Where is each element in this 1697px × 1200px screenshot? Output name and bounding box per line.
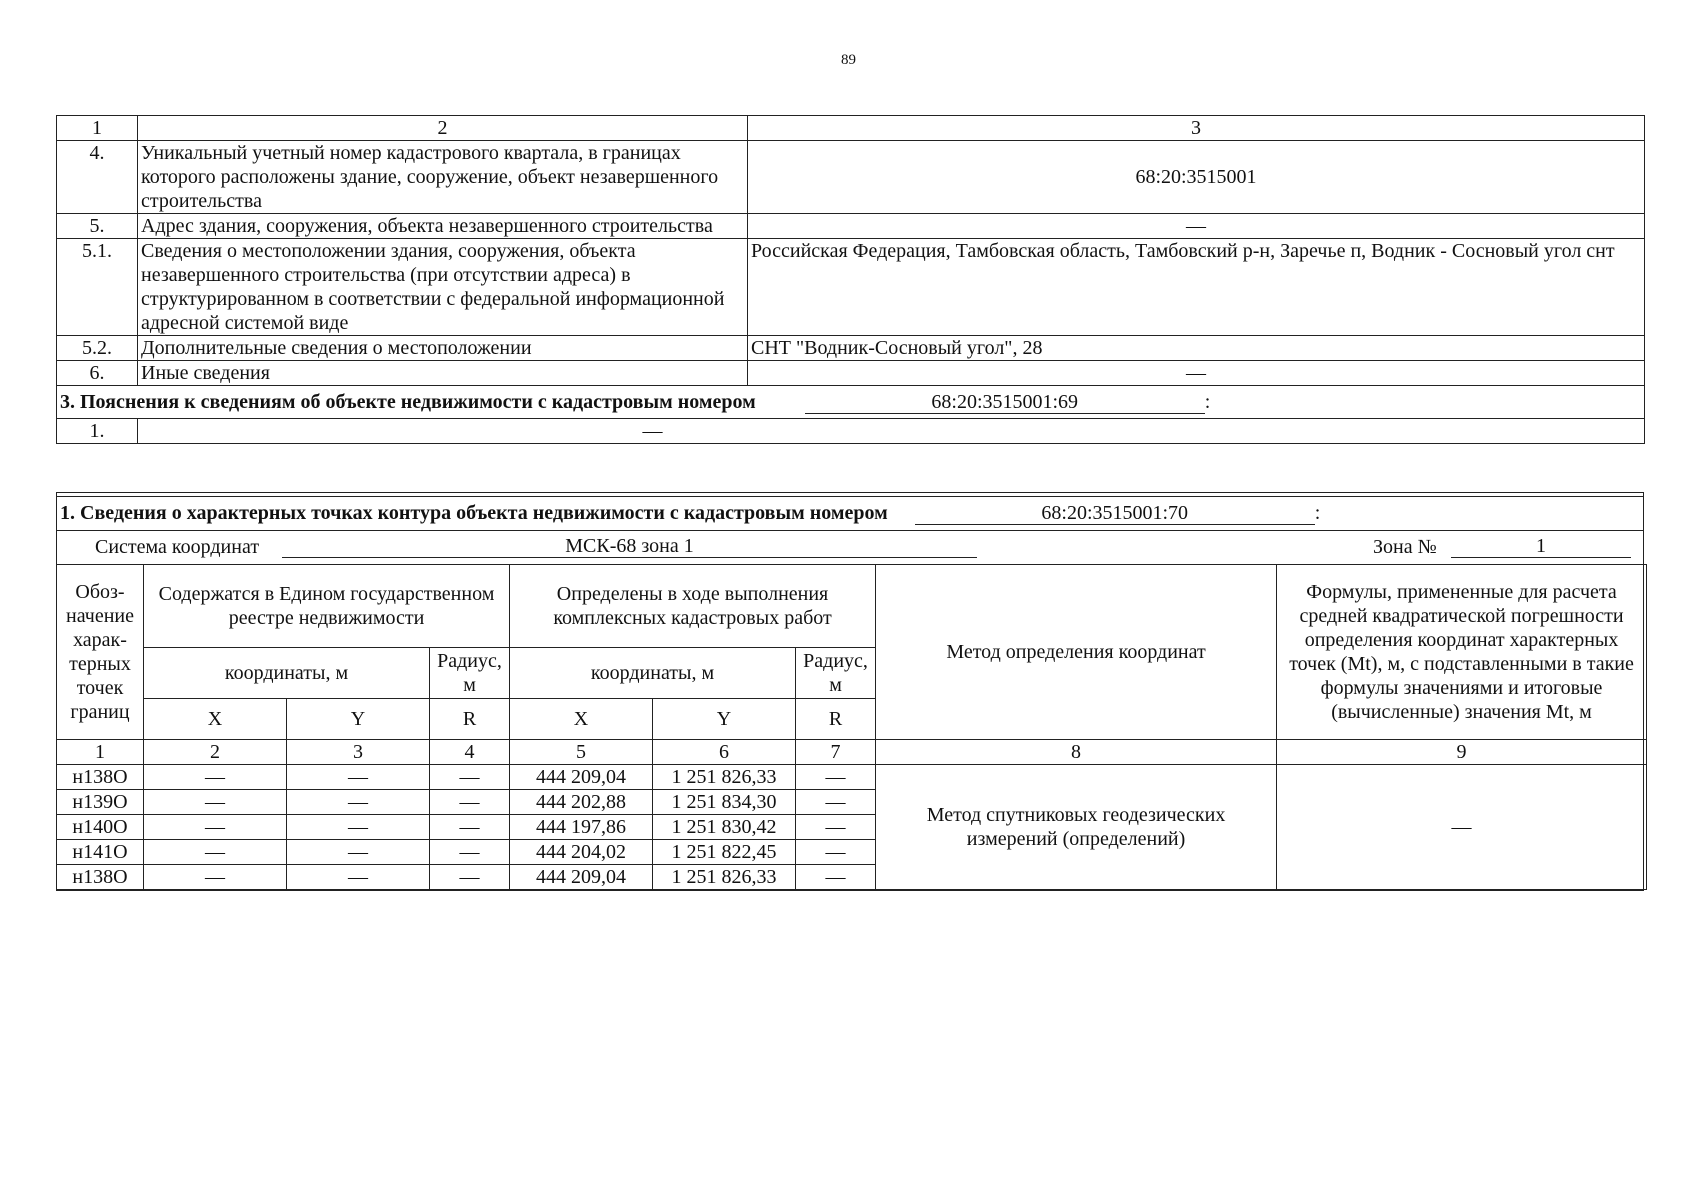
zone-label: Зона №	[1373, 536, 1437, 558]
designation-header: Обоз-начение харак-терных точек границ	[57, 565, 144, 740]
point-r: —	[796, 840, 876, 865]
coord-system-value: МСК-68 зона 1	[282, 535, 977, 558]
row-value: СНТ "Водник-Сосновый угол", 28	[748, 336, 1645, 361]
point-r: —	[796, 765, 876, 790]
point-r-egrn: —	[430, 790, 510, 815]
section3-title-row	[57, 386, 1645, 419]
point-x: 444 204,02	[510, 840, 653, 865]
point-r-egrn: —	[430, 840, 510, 865]
point-y-egrn: —	[287, 815, 430, 840]
point-id: н140О	[57, 815, 144, 840]
row-value: 68:20:3515001	[748, 141, 1645, 214]
point-id: н141О	[57, 840, 144, 865]
points-cadastral-number: 68:20:3515001:70	[915, 502, 1315, 525]
point-y: 1 251 834,30	[653, 790, 796, 815]
radius-header-egrn: Радиус, м	[430, 648, 510, 699]
r-header-egrn: R	[430, 699, 510, 740]
point-r: —	[796, 865, 876, 890]
point-id: н138О	[57, 865, 144, 890]
col-number: 8	[876, 740, 1277, 765]
point-r: —	[796, 815, 876, 840]
point-y-egrn: —	[287, 840, 430, 865]
page-number: 89	[841, 52, 856, 68]
row-value: —	[748, 214, 1645, 239]
points-section-title: 1. Сведения о характерных точках контура объекта недвижимости с кадастровым номером	[60, 502, 888, 524]
table-row	[57, 239, 1645, 336]
col-number: 5	[510, 740, 653, 765]
col-number: 9	[1277, 740, 1647, 765]
row-number: 4.	[57, 141, 138, 214]
col-number: 2	[144, 740, 287, 765]
row-number: 1.	[57, 419, 138, 444]
section3-cadastral-number: 68:20:3515001:69	[805, 391, 1205, 414]
col-number: 7	[796, 740, 876, 765]
coordinate-system-row	[57, 531, 1643, 565]
egrn-header: Содержатся в Едином государственном реестре недвижимости	[144, 565, 510, 648]
point-id: н139О	[57, 790, 144, 815]
row-label: Сведения о местоположении здания, сооружения, объекта незавершенного строительства (при отсутствии адреса) в структурированном в соответствии с федеральной информационной адресной системой виде	[138, 239, 748, 336]
y-header-kkr: Y	[653, 699, 796, 740]
x-header-kkr: X	[510, 699, 653, 740]
x-header-egrn: X	[144, 699, 287, 740]
table-row	[57, 765, 1647, 790]
row-value: —	[138, 419, 1645, 444]
kkr-header: Определены в ходе выполнения комплексных кадастровых работ	[510, 565, 876, 648]
table-row	[57, 141, 1645, 214]
table-row	[57, 361, 1645, 386]
point-y-egrn: —	[287, 865, 430, 890]
point-y: 1 251 830,42	[653, 815, 796, 840]
y-header-egrn: Y	[287, 699, 430, 740]
col-number: 6	[653, 740, 796, 765]
point-x-egrn: —	[144, 865, 287, 890]
point-x: 444 202,88	[510, 790, 653, 815]
row-number: 5.1.	[57, 239, 138, 336]
section3-colon: :	[1204, 391, 1211, 413]
row-value: Российская Федерация, Тамбовская область, Тамбовский р-н, Заречье п, Водник - Сосновый угол снт	[748, 239, 1645, 336]
point-r: —	[796, 790, 876, 815]
zone-value: 1	[1451, 535, 1631, 558]
row-number: 6.	[57, 361, 138, 386]
points-table	[56, 564, 1647, 890]
method-header: Метод определения координат	[876, 565, 1277, 740]
coords-header-egrn: координаты, м	[144, 648, 430, 699]
col-header-1: 1	[57, 116, 138, 141]
row-number: 5.	[57, 214, 138, 239]
column-number-row	[57, 740, 1647, 765]
point-y-egrn: —	[287, 790, 430, 815]
formulas-header: Формулы, примененные для расчета средней квадратической погрешности определения координат характерных точек (Mt), м, с подставленными в такие формулы значениями и итоговые (вычисленные) значения Mt, м	[1277, 565, 1647, 740]
r-header-kkr: R	[796, 699, 876, 740]
coords-header-kkr: координаты, м	[510, 648, 796, 699]
point-y: 1 251 822,45	[653, 840, 796, 865]
point-x: 444 197,86	[510, 815, 653, 840]
row-label: Иные сведения	[138, 361, 748, 386]
radius-header-kkr: Радиус, м	[796, 648, 876, 699]
col-number: 4	[430, 740, 510, 765]
col-header-3: 3	[748, 116, 1645, 141]
row-label: Уникальный учетный номер кадастрового квартала, в границах которого расположены здание, сооружение, объект незавершенного строительства	[138, 141, 748, 214]
row-number: 5.2.	[57, 336, 138, 361]
table-row	[57, 419, 1645, 444]
method-value: Метод спутниковых геодезических измерений (определений)	[876, 765, 1277, 890]
point-y-egrn: —	[287, 765, 430, 790]
row-label: Дополнительные сведения о местоположении	[138, 336, 748, 361]
formula-value: —	[1277, 765, 1647, 890]
header-row	[57, 116, 1645, 141]
point-x: 444 209,04	[510, 765, 653, 790]
point-x-egrn: —	[144, 765, 287, 790]
point-y: 1 251 826,33	[653, 865, 796, 890]
row-label: Адрес здания, сооружения, объекта незавершенного строительства	[138, 214, 748, 239]
points-colon: :	[1314, 502, 1321, 524]
points-section-title-row	[57, 496, 1643, 531]
point-id: н138О	[57, 765, 144, 790]
point-x-egrn: —	[144, 790, 287, 815]
col-header-2: 2	[138, 116, 748, 141]
table-row	[57, 214, 1645, 239]
point-x-egrn: —	[144, 815, 287, 840]
point-r-egrn: —	[430, 865, 510, 890]
characteristic-points-section	[56, 492, 1644, 891]
col-number: 3	[287, 740, 430, 765]
point-r-egrn: —	[430, 815, 510, 840]
point-x: 444 209,04	[510, 865, 653, 890]
object-info-table	[56, 115, 1645, 444]
coord-system-label: Система координат	[95, 536, 260, 558]
point-r-egrn: —	[430, 765, 510, 790]
point-x-egrn: —	[144, 840, 287, 865]
row-value: —	[748, 361, 1645, 386]
point-y: 1 251 826,33	[653, 765, 796, 790]
section3-title: 3. Пояснения к сведениям об объекте недвижимости с кадастровым номером	[60, 391, 756, 413]
col-number: 1	[57, 740, 144, 765]
table-row	[57, 336, 1645, 361]
